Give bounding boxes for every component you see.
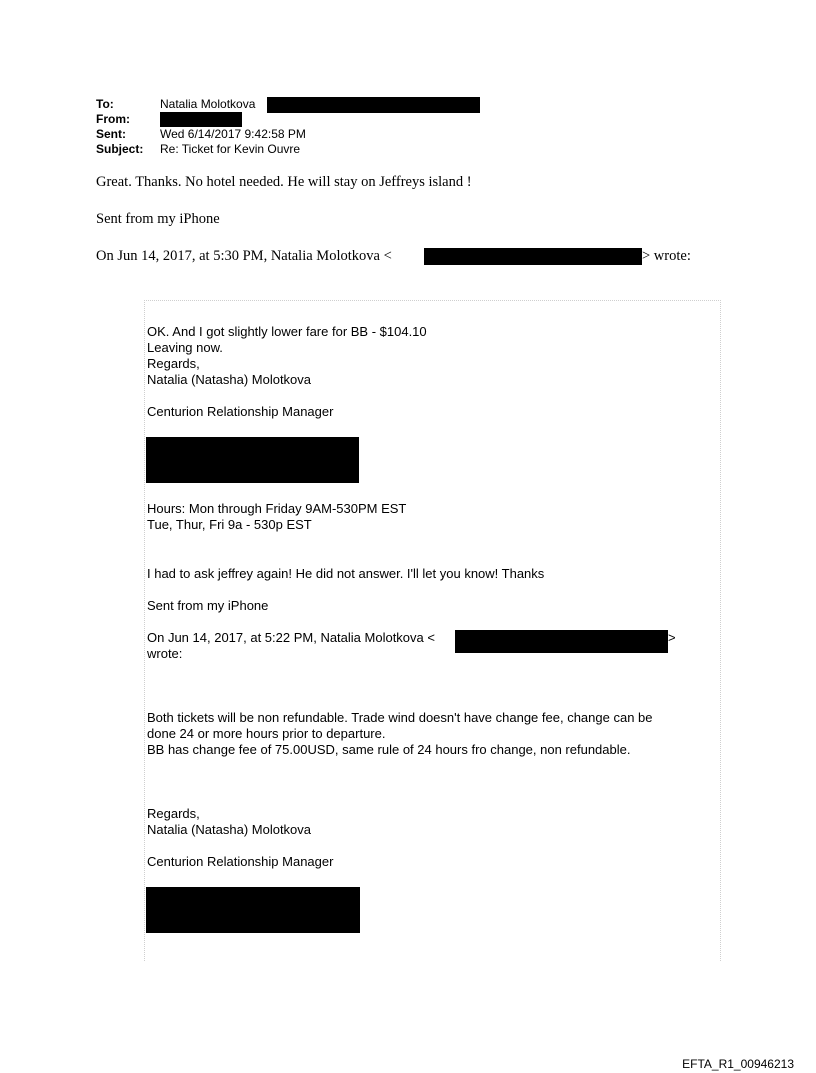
quote-leaving-line: Leaving now. [147,340,223,355]
quote-hours-2: Tue, Thur, Fri 9a - 530p EST [147,517,312,532]
quote-ask-line: I had to ask jeffrey again! He did not answer. I'll let you know! Thanks [147,566,545,581]
redaction-email-1 [424,248,642,265]
quote2-regards: Regards, [147,806,200,821]
redaction-signature-2 [146,887,360,933]
quote-hours-1: Hours: Mon through Friday 9AM-530PM EST [147,501,407,516]
redaction-from [160,112,242,127]
on-date-wrote-suffix: > wrote: [642,248,691,264]
document-id: EFTA_R1_00946213 [682,1057,794,1071]
quote-wrote: wrote: [147,646,183,661]
to-value: Natalia Molotkova [160,97,256,111]
quote2-line-3: BB has change fee of 75.00USD, same rule of 24 hours fro change, non refundable. [147,742,631,757]
quote-on-date-prefix: On Jun 14, 2017, at 5:22 PM, Natalia Molotkova < [147,630,435,645]
subject-value: Re: Ticket for Kevin Ouvre [160,142,301,156]
quote2-name: Natalia (Natasha) Molotkova [147,822,312,837]
reply-line: Great. Thanks. No hotel needed. He will stay on Jeffreys island ! [96,174,472,190]
quote-on-date-suffix: > [668,630,676,645]
quote-name: Natalia (Natasha) Molotkova [147,372,312,387]
quote-fare-line: OK. And I got slightly lower fare for BB - $104.10 [147,324,427,339]
redaction-email-2 [455,630,668,653]
redaction-to-email [267,97,480,113]
quote-regards: Regards, [147,356,200,371]
quote2-line-1: Both tickets will be non refundable. Trade wind doesn't have change fee, change can be [147,710,653,725]
sent-value: Wed 6/14/2017 9:42:58 PM [160,127,306,141]
sent-from-iphone: Sent from my iPhone [96,211,220,227]
quote2-line-2: done 24 or more hours prior to departure. [147,726,386,741]
quote2-title: Centurion Relationship Manager [147,854,334,869]
quote-sent-from-iphone: Sent from my iPhone [147,598,269,613]
redaction-signature-1 [146,437,359,483]
from-label: From: [96,112,130,126]
sent-label: Sent: [96,127,126,141]
subject-label: Subject: [96,142,144,156]
to-label: To: [96,97,114,111]
on-date-wrote-prefix: On Jun 14, 2017, at 5:30 PM, Natalia Molotkova < [96,248,392,264]
quote-title: Centurion Relationship Manager [147,404,334,419]
